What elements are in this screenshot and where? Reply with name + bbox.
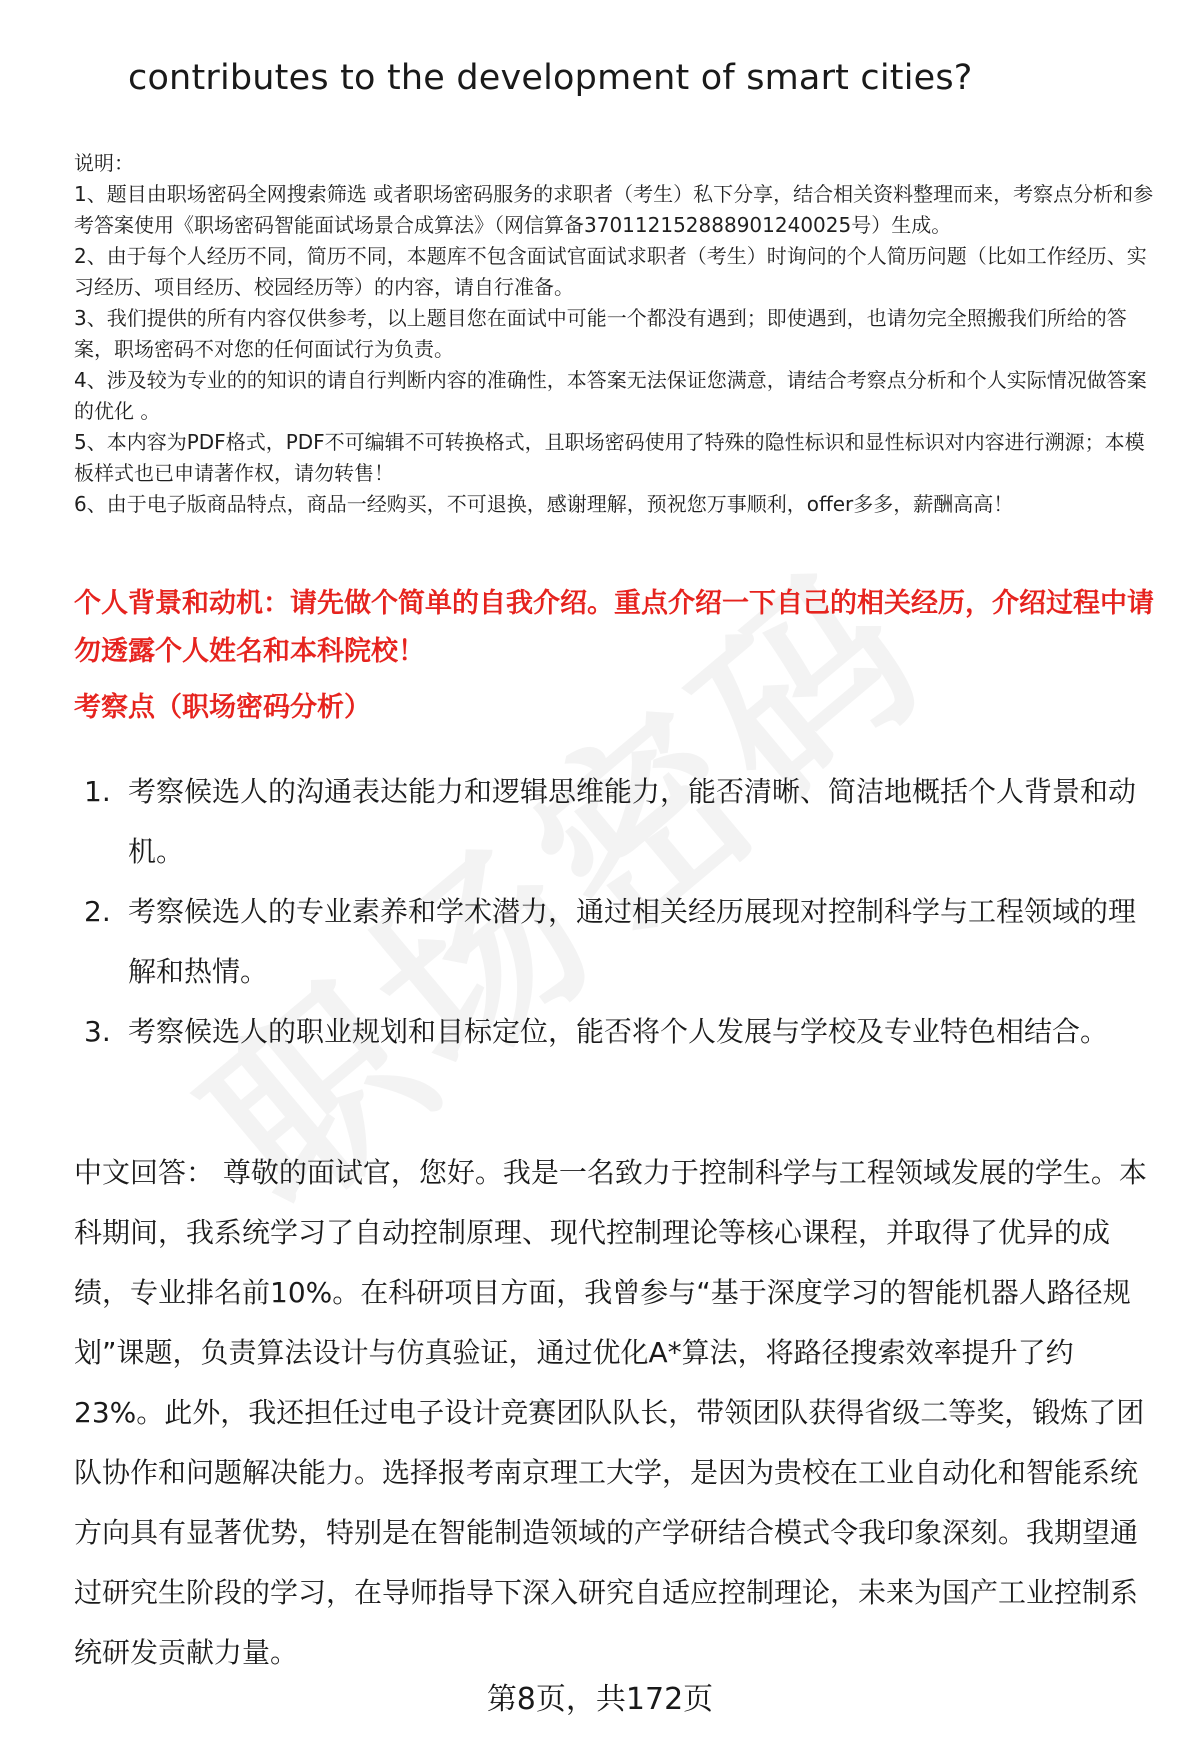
focus-item-number: 3. <box>84 1015 111 1048</box>
note-item: 6、由于电子版商品特点，商品一经购买，不可退换，感谢理解，预祝您万事顺利，offer多多，薪酬高高！ <box>74 492 1014 516</box>
notes-heading: 说明： <box>74 151 134 175</box>
focus-item-number: 1. <box>84 775 111 808</box>
note-item: 5、本内容为PDF格式，PDF不可编辑不可转换格式，且职场密码使用了特殊的隐性标识和显性标识对内容进行溯源；本模板样式也已申请著作权，请勿转售！ <box>74 430 1145 485</box>
focus-item-text: 考察候选人的专业素养和学术潜力，通过相关经历展现对控制科学与工程领域的理解和热情。 <box>128 895 1137 988</box>
page-number: 第8页，共172页 <box>486 1682 714 1717</box>
notes-section <box>74 148 1164 520</box>
answer-paragraph: 中文回答： 尊敬的面试官，您好。我是一名致力于控制科学与工程领域发展的学生。本科期间，我系统学习了自动控制原理、现代控制理论等核心课程，并取得了优异的成绩，专业排名前10%。在科研项目方面，我曾参与“基于深度学习的智能机器人路径规划”课题，负责算法设计与仿真验证，通过优化A*算法，将路径搜索效率提升了约23%。此外，我还担任过电子设计竞赛团队队长，带领团队获得省级二等奖，锻炼了团队协作和问题解决能力。选择报考南京理工大学，是因为贵校在工业自动化和智能系统方向具有显著优势，特别是在智能制造领域的产学研结合模式令我印象深刻。我期望通过研究生阶段的学习，在导师指导下深入研究自适应控制理论，未来为国产工业控制系统研发贡献力量。 <box>74 1156 1147 1669</box>
focus-list <box>84 762 1154 1062</box>
focus-item <box>84 762 1154 882</box>
focus-item-text: 考察候选人的沟通表达能力和逻辑思维能力，能否清晰、简洁地概括个人背景和动机。 <box>128 775 1137 868</box>
note-item: 4、涉及较为专业的的知识的请自行判断内容的准确性，本答案无法保证您满意，请结合考察点分析和个人实际情况做答案的优化 。 <box>74 368 1147 423</box>
focus-item-number: 2. <box>84 895 111 928</box>
focus-item-text: 考察候选人的职业规划和目标定位，能否将个人发展与学校及专业特色相结合。 <box>128 1015 1109 1048</box>
question-text: contributes to the development of smart cities? <box>128 58 973 98</box>
note-item: 1、题目由职场密码全网搜索筛选 或者职场密码服务的求职者（考生）私下分享，结合相关资料整理而来，考察点分析和参考答案使用《职场密码智能面试场景合成算法》（网信算备370112152888901240025号）生成。 <box>74 182 1154 237</box>
focus-heading: 考察点（职场密码分析） <box>74 692 371 723</box>
focus-item <box>84 1002 1154 1062</box>
note-item: 2、由于每个人经历不同，简历不同，本题库不包含面试官面试求职者（考生）时询问的个人简历问题（比如工作经历、实习经历、项目经历、校园经历等）的内容，请自行准备。 <box>74 244 1147 299</box>
question-heading: 个人背景和动机：请先做个简单的自我介绍。重点介绍一下自己的相关经历，介绍过程中请勿透露个人姓名和本科院校！ <box>74 588 1154 667</box>
focus-item <box>84 882 1154 1002</box>
note-item: 3、我们提供的所有内容仅供参考，以上题目您在面试中可能一个都没有遇到；即使遇到，也请勿完全照搬我们所给的答案，职场密码不对您的任何面试行为负责。 <box>74 306 1127 361</box>
